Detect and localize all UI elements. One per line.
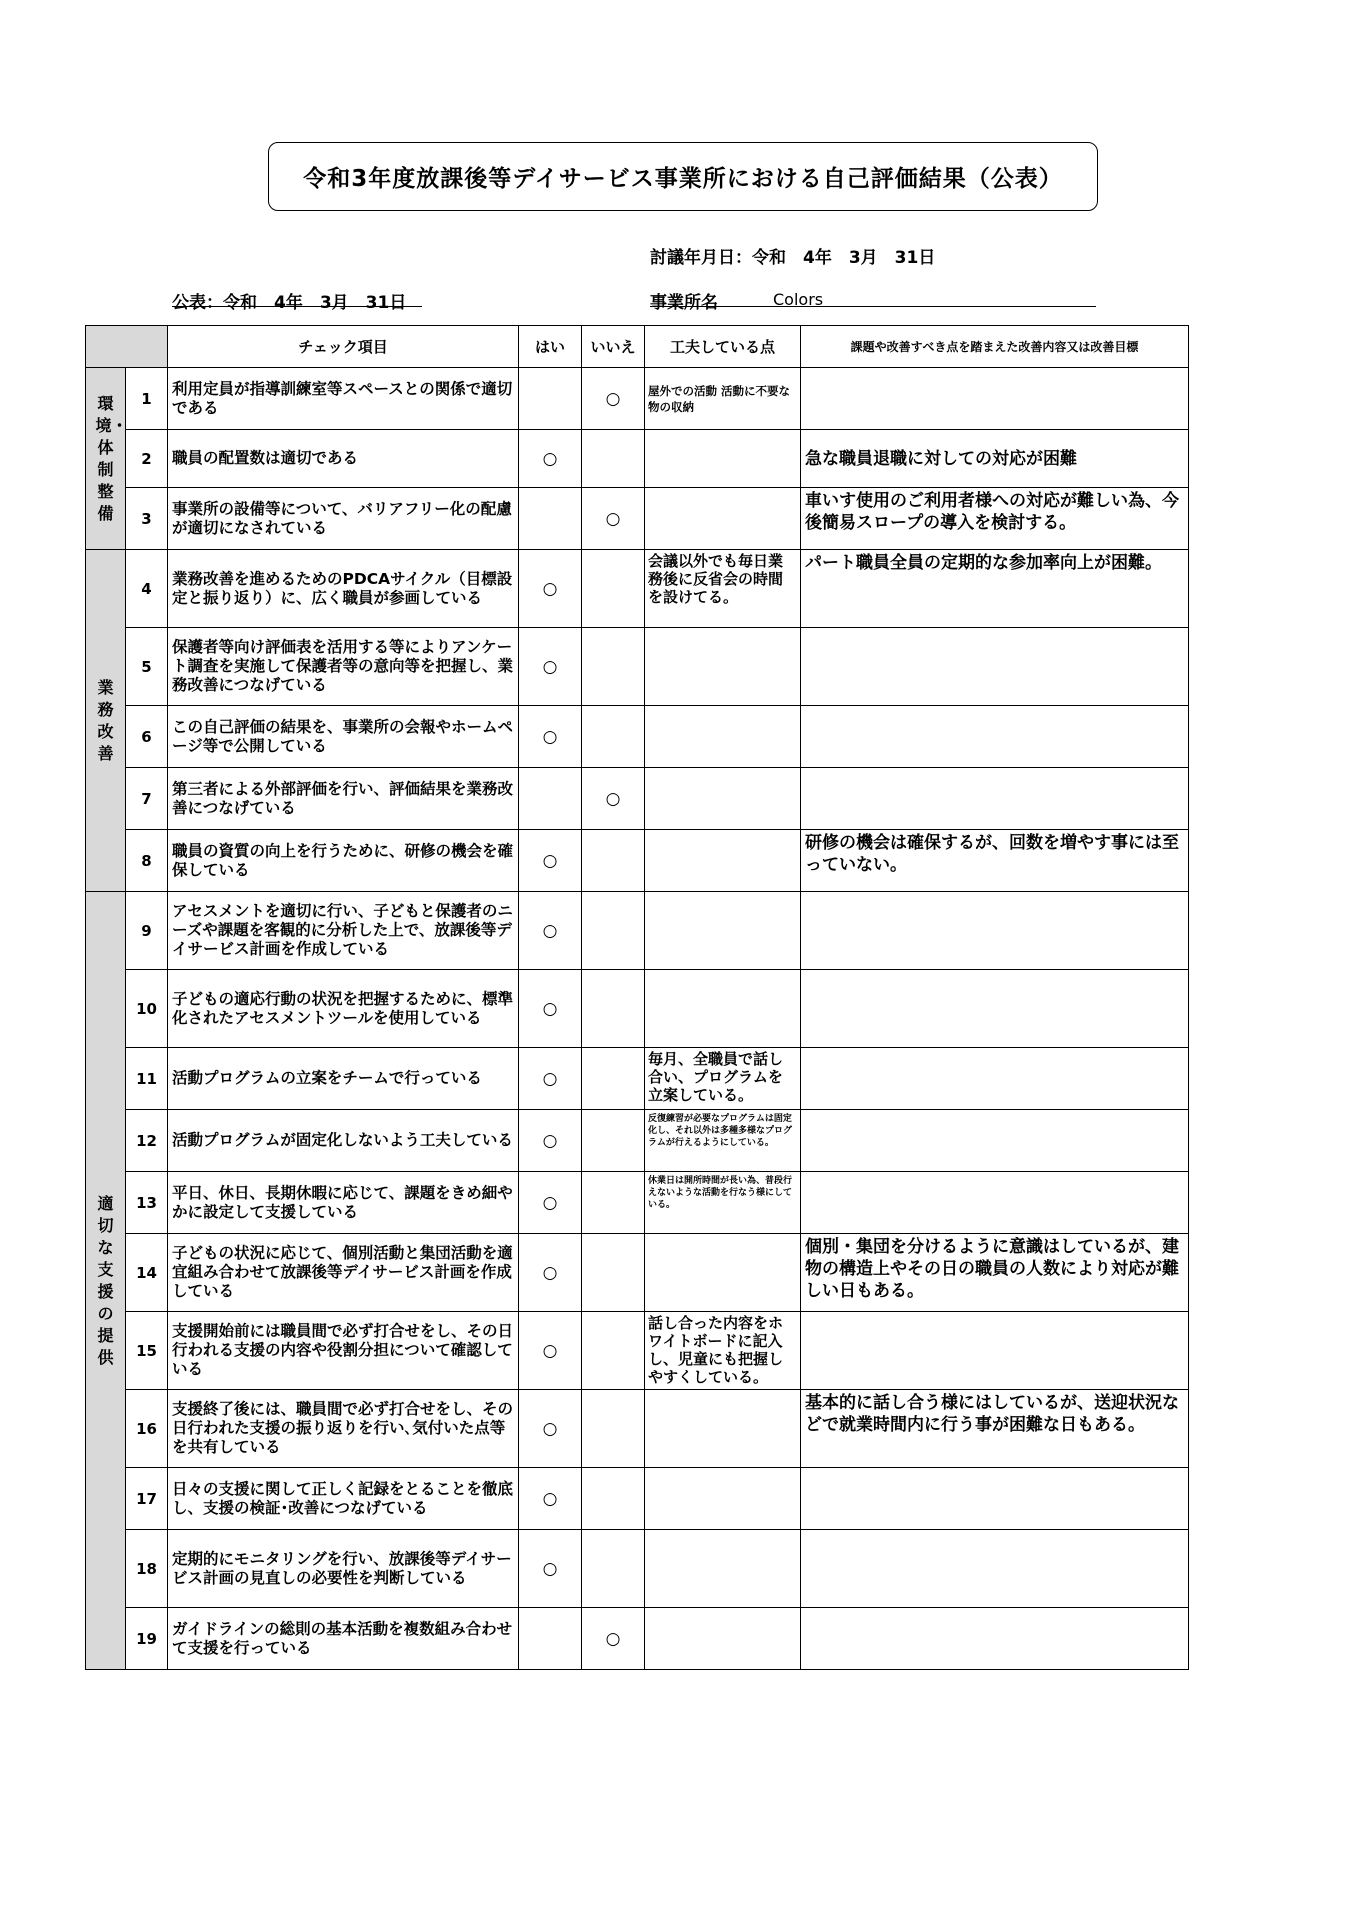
- row-number: 7: [126, 768, 168, 830]
- no-mark: [582, 628, 645, 706]
- kufu-note: 反復練習が必要なプログラムは固定化し、それ以外は多種多様なプログラムが行えるようにしている。: [645, 1110, 801, 1172]
- yes-mark: [519, 768, 582, 830]
- no-mark: ○: [582, 1608, 645, 1670]
- table-row: [86, 488, 1189, 550]
- check-item: 定期的にモニタリングを行い、放課後等デイサービス計画の見直しの必要性を判断している: [168, 1530, 519, 1608]
- yes-mark: ○: [519, 1530, 582, 1608]
- no-mark: [582, 1048, 645, 1110]
- kufu-note: [645, 892, 801, 970]
- check-item: アセスメントを適切に行い、子どもと保護者のニーズや課題を客観的に分析した上で、放課後等デイサービス計画を作成している: [168, 892, 519, 970]
- row-number: 2: [126, 430, 168, 488]
- table-row: [86, 430, 1189, 488]
- table-row: [86, 892, 1189, 970]
- table-row: [86, 706, 1189, 768]
- check-item: 職員の配置数は適切である: [168, 430, 519, 488]
- table-row: [86, 550, 1189, 628]
- kufu-note: [645, 1234, 801, 1312]
- category-label: 環境・体制整備: [95, 393, 128, 523]
- check-item: 支援開始前には職員間で必ず打合せをし、その日行われる支援の内容や役割分担について確認している: [168, 1312, 519, 1390]
- row-number: 9: [126, 892, 168, 970]
- check-item: 保護者等向け評価表を活用する等によりアンケート調査を実施して保護者等の意向等を把握し、業務改善につなげている: [168, 628, 519, 706]
- row-number: 1: [126, 368, 168, 430]
- no-mark: ○: [582, 368, 645, 430]
- kadai-note: 研修の機会は確保するが、回数を増やす事には至っていない。: [801, 830, 1189, 892]
- kadai-note: [801, 706, 1189, 768]
- category-label: 適切な支援の提供: [97, 1193, 114, 1367]
- row-number: 6: [126, 706, 168, 768]
- row-number: 17: [126, 1468, 168, 1530]
- check-item: 利用定員が指導訓練室等スペースとの関係で適切である: [168, 368, 519, 430]
- yes-mark: ○: [519, 970, 582, 1048]
- evaluation-table: [85, 325, 1189, 1670]
- header-blank: [86, 326, 168, 368]
- kufu-note: 話し合った内容をホワイトボードに記入し、児童にも把握しやすくしている。: [645, 1312, 801, 1390]
- office-name: Colors: [773, 290, 824, 309]
- check-item: ガイドラインの総則の基本活動を複数組み合わせて支援を行っている: [168, 1608, 519, 1670]
- kadai-note: [801, 368, 1189, 430]
- no-mark: [582, 1468, 645, 1530]
- row-number: 11: [126, 1048, 168, 1110]
- yes-mark: ○: [519, 1390, 582, 1468]
- kadai-note: 個別・集団を分けるように意識はしているが、建物の構造上やその日の職員の人数により対応が難しい日もある。: [801, 1234, 1189, 1312]
- table-row: [86, 1048, 1189, 1110]
- no-mark: [582, 830, 645, 892]
- yes-mark: ○: [519, 1468, 582, 1530]
- kufu-note: [645, 1468, 801, 1530]
- table-row: [86, 1312, 1189, 1390]
- no-mark: [582, 430, 645, 488]
- yes-mark: ○: [519, 830, 582, 892]
- category-cell: [86, 550, 126, 892]
- no-mark: [582, 970, 645, 1048]
- no-mark: ○: [582, 768, 645, 830]
- kadai-note: 基本的に話し合う様にはしているが、送迎状況などで就業時間内に行う事が困難な日もある。: [801, 1390, 1189, 1468]
- kufu-note: [645, 1530, 801, 1608]
- no-mark: [582, 1530, 645, 1608]
- kufu-note: [645, 970, 801, 1048]
- table-row: [86, 830, 1189, 892]
- check-item: 事業所の設備等について、バリアフリー化の配慮が適切になされている: [168, 488, 519, 550]
- check-item: 子どもの適応行動の状況を把握するために、標準化されたアセスメントツールを使用している: [168, 970, 519, 1048]
- no-mark: [582, 706, 645, 768]
- category-label: 業務改善: [97, 677, 114, 763]
- kufu-note: [645, 1390, 801, 1468]
- kufu-note: [645, 768, 801, 830]
- page-title: 令和3年度放課後等デイサービス事業所における自己評価結果（公表）: [268, 142, 1098, 211]
- kadai-note: [801, 1530, 1189, 1608]
- table-row: [86, 1234, 1189, 1312]
- yes-mark: ○: [519, 430, 582, 488]
- table-row: [86, 1110, 1189, 1172]
- kadai-note: [801, 892, 1189, 970]
- row-number: 5: [126, 628, 168, 706]
- no-mark: [582, 1390, 645, 1468]
- check-item: 活動プログラムの立案をチームで行っている: [168, 1048, 519, 1110]
- kufu-note: [645, 1608, 801, 1670]
- office-label: 事業所名: [650, 293, 718, 313]
- kadai-note: [801, 1608, 1189, 1670]
- row-number: 3: [126, 488, 168, 550]
- office-underline: [650, 306, 1096, 307]
- yes-mark: [519, 488, 582, 550]
- category-cell: [86, 892, 126, 1670]
- table-row: [86, 1390, 1189, 1468]
- check-item: 活動プログラムが固定化しないよう工夫している: [168, 1110, 519, 1172]
- publication-date: 公表：令和 4年 3月 31日: [172, 293, 407, 313]
- kadai-note: パート職員全員の定期的な参加率向上が困難。: [801, 550, 1189, 628]
- table-header-row: [86, 326, 1189, 368]
- table-row: [86, 1530, 1189, 1608]
- no-mark: [582, 550, 645, 628]
- header-item: チェック項目: [168, 326, 519, 368]
- check-item: この自己評価の結果を、事業所の会報やホームページ等で公開している: [168, 706, 519, 768]
- header-yes: はい: [519, 326, 582, 368]
- discussion-date: 討議年月日：令和 4年 3月 31日: [650, 248, 936, 268]
- row-number: 13: [126, 1172, 168, 1234]
- kufu-note: [645, 706, 801, 768]
- check-item: 子どもの状況に応じて、個別活動と集団活動を適宜組み合わせて放課後等デイサービス計画を作成している: [168, 1234, 519, 1312]
- no-mark: ○: [582, 488, 645, 550]
- kadai-note: [801, 970, 1189, 1048]
- yes-mark: ○: [519, 550, 582, 628]
- header-kadai: [801, 326, 1189, 368]
- yes-mark: ○: [519, 706, 582, 768]
- yes-mark: ○: [519, 1110, 582, 1172]
- yes-mark: [519, 1608, 582, 1670]
- check-item: 第三者による外部評価を行い、評価結果を業務改善につなげている: [168, 768, 519, 830]
- table-row: [86, 1468, 1189, 1530]
- kadai-note: [801, 628, 1189, 706]
- table-row: [86, 1172, 1189, 1234]
- row-number: 4: [126, 550, 168, 628]
- row-number: 18: [126, 1530, 168, 1608]
- no-mark: [582, 1234, 645, 1312]
- table-row: [86, 1608, 1189, 1670]
- check-item: 業務改善を進めるためのPDCAサイクル（目標設定と振り返り）に、広く職員が参画している: [168, 550, 519, 628]
- no-mark: [582, 1110, 645, 1172]
- kufu-note: [645, 628, 801, 706]
- yes-mark: ○: [519, 628, 582, 706]
- row-number: 10: [126, 970, 168, 1048]
- row-number: 8: [126, 830, 168, 892]
- kufu-note: [645, 430, 801, 488]
- check-item: 職員の資質の向上を行うために、研修の機会を確保している: [168, 830, 519, 892]
- kadai-note: [801, 1312, 1189, 1390]
- yes-mark: [519, 368, 582, 430]
- no-mark: [582, 1172, 645, 1234]
- no-mark: [582, 892, 645, 970]
- kadai-note: [801, 1048, 1189, 1110]
- check-item: 日々の支援に関して正しく記録をとることを徹底し、支援の検証･改善につなげている: [168, 1468, 519, 1530]
- header-no: いいえ: [582, 326, 645, 368]
- kadai-note: 車いす使用のご利用者様への対応が難しい為、今後簡易スロープの導入を検討する。: [801, 488, 1189, 550]
- row-number: 12: [126, 1110, 168, 1172]
- row-number: 14: [126, 1234, 168, 1312]
- kadai-note: [801, 1468, 1189, 1530]
- table-row: [86, 628, 1189, 706]
- yes-mark: ○: [519, 892, 582, 970]
- publication-underline: [172, 306, 422, 307]
- header-kufu: 工夫している点: [645, 326, 801, 368]
- kadai-note: [801, 1172, 1189, 1234]
- yes-mark: ○: [519, 1172, 582, 1234]
- kadai-note: [801, 768, 1189, 830]
- kufu-note: [645, 488, 801, 550]
- kadai-note: [801, 1110, 1189, 1172]
- kufu-note: 屋外での活動 活動に不要な物の収納: [645, 368, 801, 430]
- row-number: 15: [126, 1312, 168, 1390]
- header-kadai-text: 課題や改善すべき点を踏まえた改善内容又は改善目標: [850, 339, 1139, 354]
- kufu-note: 休業日は開所時間が長い為、普段行えないような活動を行なう様にしている。: [645, 1172, 801, 1234]
- kufu-note: [645, 830, 801, 892]
- table-row: [86, 970, 1189, 1048]
- kufu-note: 会議以外でも毎日業務後に反省会の時間を設けてる。: [645, 550, 801, 628]
- table-row: [86, 368, 1189, 430]
- no-mark: [582, 1312, 645, 1390]
- yes-mark: ○: [519, 1312, 582, 1390]
- table-row: [86, 768, 1189, 830]
- yes-mark: ○: [519, 1048, 582, 1110]
- check-item: 支援終了後には、職員間で必ず打合せをし、その日行われた支援の振り返りを行い､気付いた点等を共有している: [168, 1390, 519, 1468]
- kadai-note: 急な職員退職に対しての対応が困難: [801, 430, 1189, 488]
- row-number: 19: [126, 1608, 168, 1670]
- yes-mark: ○: [519, 1234, 582, 1312]
- kufu-note: 毎月、全職員で話し合い、プログラムを立案している。: [645, 1048, 801, 1110]
- check-item: 平日、休日、長期休暇に応じて、課題をきめ細やかに設定して支援している: [168, 1172, 519, 1234]
- category-cell: [86, 368, 126, 550]
- row-number: 16: [126, 1390, 168, 1468]
